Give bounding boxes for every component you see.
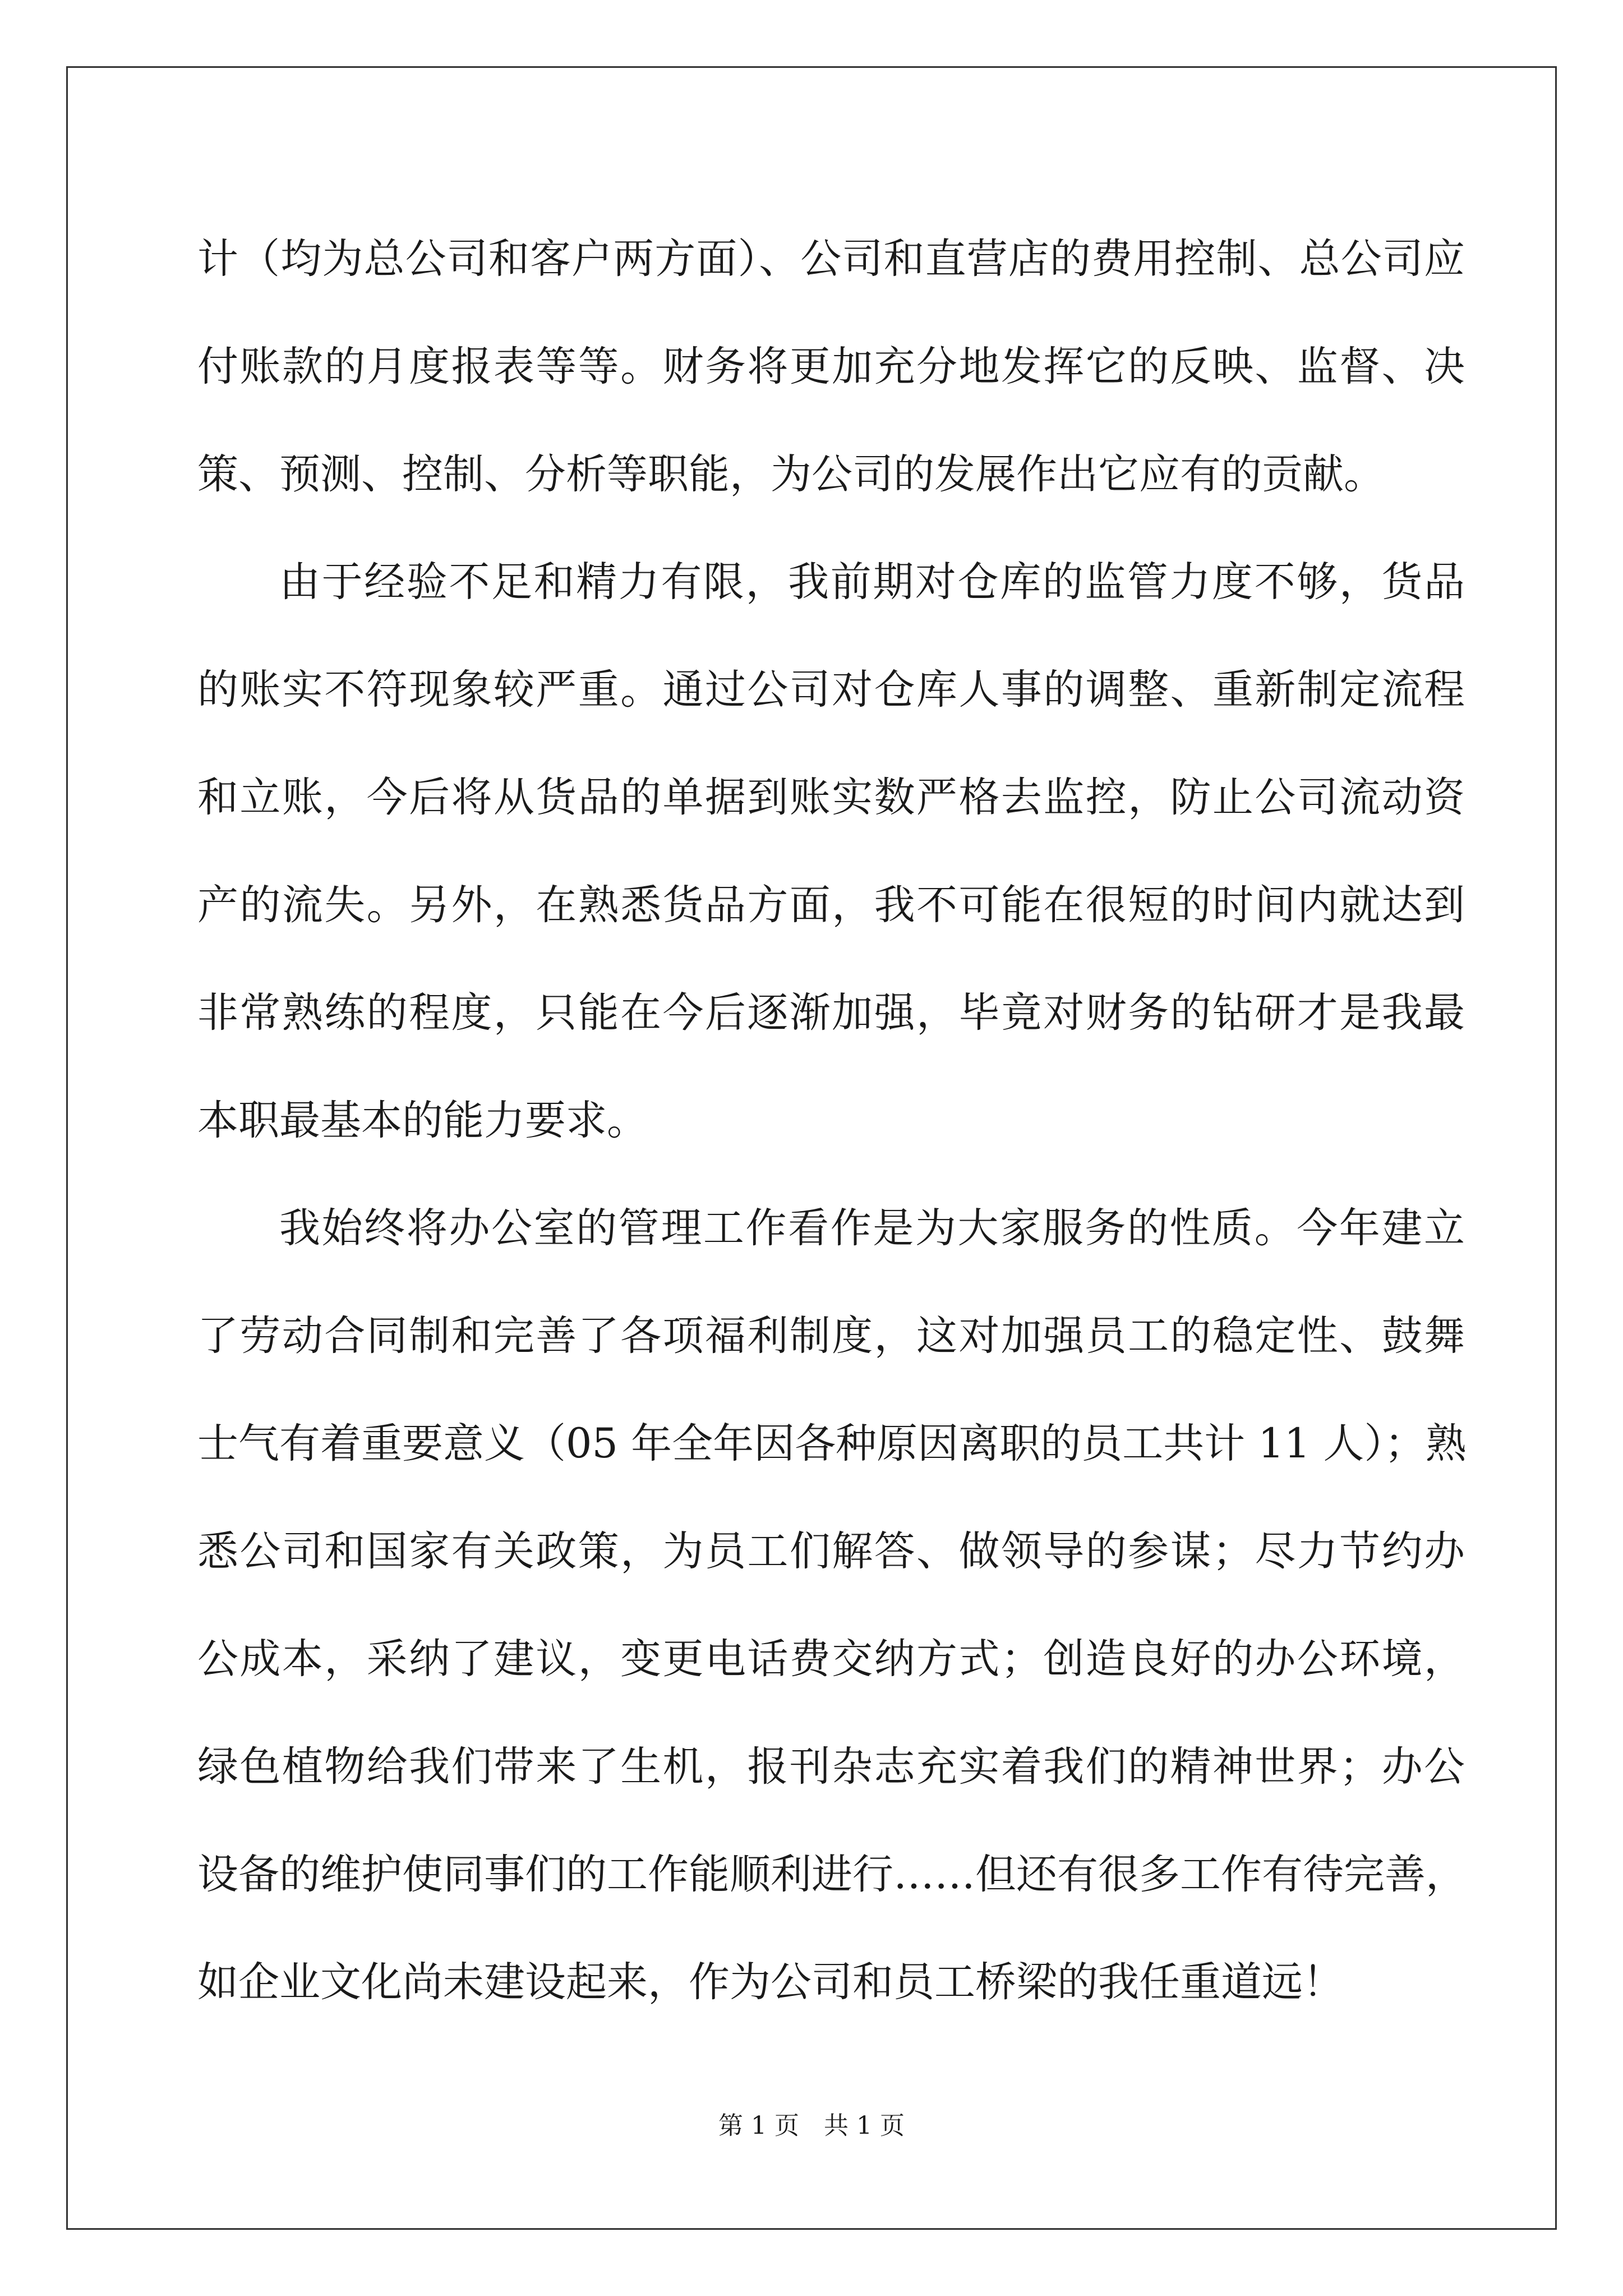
text-line: 计（均为总公司和客户两方面）、公司和直营店的费用控制、总公司应	[197, 235, 1465, 283]
paragraph-2	[197, 528, 1465, 1175]
text-line: 付账款的月度报表等等。财务将更加充分地发挥它的反映、监督、决	[197, 343, 1465, 390]
text-line: 本职最基本的能力要求。	[197, 1097, 648, 1144]
paragraph-1	[197, 205, 1465, 528]
document-body	[197, 205, 1465, 2036]
paragraph-3	[197, 1175, 1465, 2036]
text-line: 公成本，采纳了建议，变更电话费交纳方式；创造良好的办公环境，	[197, 1635, 1465, 1683]
text-line: 设备的维护使同事们的工作能顺利进行……但还有很多工作有待完善，	[197, 1851, 1467, 1898]
text-line: 产的流失。另外，在熟悉货品方面，我不可能在很短的时间内就达到	[197, 881, 1465, 929]
page-number-footer: 第 1 页 共 1 页	[718, 2111, 905, 2140]
text-line: 非常熟练的程度，只能在今后逐渐加强，毕竟对财务的钻研才是我最	[197, 989, 1465, 1037]
text-line: 和立账，今后将从货品的单据到账实数严格去监控，防止公司流动资	[197, 774, 1465, 821]
text-line: 我始终将办公室的管理工作看作是为大家服务的性质。今年建立	[279, 1204, 1465, 1252]
text-line: 了劳动合同制和完善了各项福利制度，这对加强员工的稳定性、鼓舞	[197, 1312, 1465, 1360]
text-line: 悉公司和国家有关政策，为员工们解答、做领导的参谋；尽力节约办	[197, 1527, 1465, 1575]
text-line: 如企业文化尚未建设起来，作为公司和员工桥梁的我任重道远！	[197, 1958, 1344, 2006]
text-line: 的账实不符现象较严重。通过公司对仓库人事的调整、重新制定流程	[197, 666, 1465, 714]
text-line: 由于经验不足和精力有限，我前期对仓库的监管力度不够，货品	[279, 558, 1465, 606]
text-line: 士气有着重要意义（05 年全年因各种原因离职的员工共计 11 人）；熟	[197, 1420, 1467, 1467]
text-line: 绿色植物给我们带来了生机，报刊杂志充实着我们的精神世界；办公	[197, 1743, 1465, 1791]
text-line: 策、预测、控制、分析等职能，为公司的发展作出它应有的贡献。	[197, 450, 1385, 498]
